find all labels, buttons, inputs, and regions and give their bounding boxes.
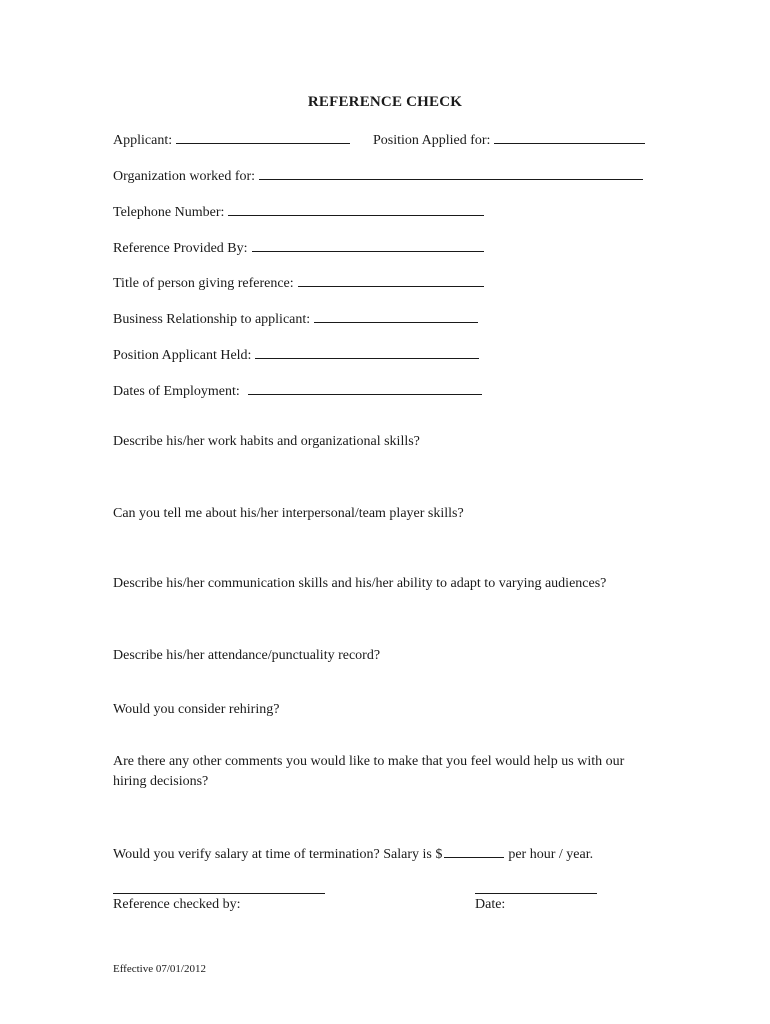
position-held-label: Position Applicant Held: [113,348,252,363]
position-applied-field[interactable] [494,129,645,144]
question-attendance: Describe his/her attendance/punctuality record? [113,648,381,663]
reference-by-label: Reference Provided By: [113,241,248,256]
question-other-comments: Are there any other comments you would like to make that you feel would help us with our hiring decisions? [113,754,625,789]
organization-row [113,165,643,185]
reference-by-row [113,237,484,257]
position-held-row [113,344,479,364]
salary-question: Would you verify salary at time of termination? Salary is $ [113,847,443,862]
position-applied-row [373,129,645,149]
dates-label: Dates of Employment: [113,384,240,399]
dates-row [113,380,482,400]
telephone-label: Telephone Number: [113,205,225,220]
applicant-row [113,129,350,149]
question-communication: Describe his/her communication skills and his/her ability to adapt to varying audiences? [113,576,607,591]
title-of-person-label: Title of person giving reference: [113,276,294,291]
relationship-label: Business Relationship to applicant: [113,312,311,327]
relationship-row [113,308,478,328]
position-held-field[interactable] [255,344,479,359]
question-interpersonal: Can you tell me about his/her interpersonal/team player skills? [113,506,464,521]
applicant-field[interactable] [176,129,350,144]
dates-field[interactable] [248,380,482,395]
position-applied-label: Position Applied for: [373,133,491,148]
title-of-person-row [113,272,484,292]
organization-label: Organization worked for: [113,169,256,184]
relationship-field[interactable] [314,308,478,323]
telephone-row [113,201,484,221]
checked-by-label: Reference checked by: [113,897,241,912]
salary-row [113,843,593,863]
question-rehiring: Would you consider rehiring? [113,702,280,717]
title-of-person-field[interactable] [298,272,484,287]
salary-field[interactable] [444,843,504,858]
salary-suffix: per hour / year. [508,847,594,862]
question-work-habits: Describe his/her work habits and organizational skills? [113,434,420,449]
checked-by-signature-line[interactable] [113,893,325,894]
date-signature-line[interactable] [475,893,597,894]
effective-date-footer: Effective 07/01/2012 [113,963,206,975]
reference-by-field[interactable] [252,237,484,252]
form-title: REFERENCE CHECK [307,94,463,110]
date-label: Date: [475,897,506,912]
applicant-label: Applicant: [113,133,173,148]
telephone-field[interactable] [228,201,484,216]
organization-field[interactable] [259,165,643,180]
